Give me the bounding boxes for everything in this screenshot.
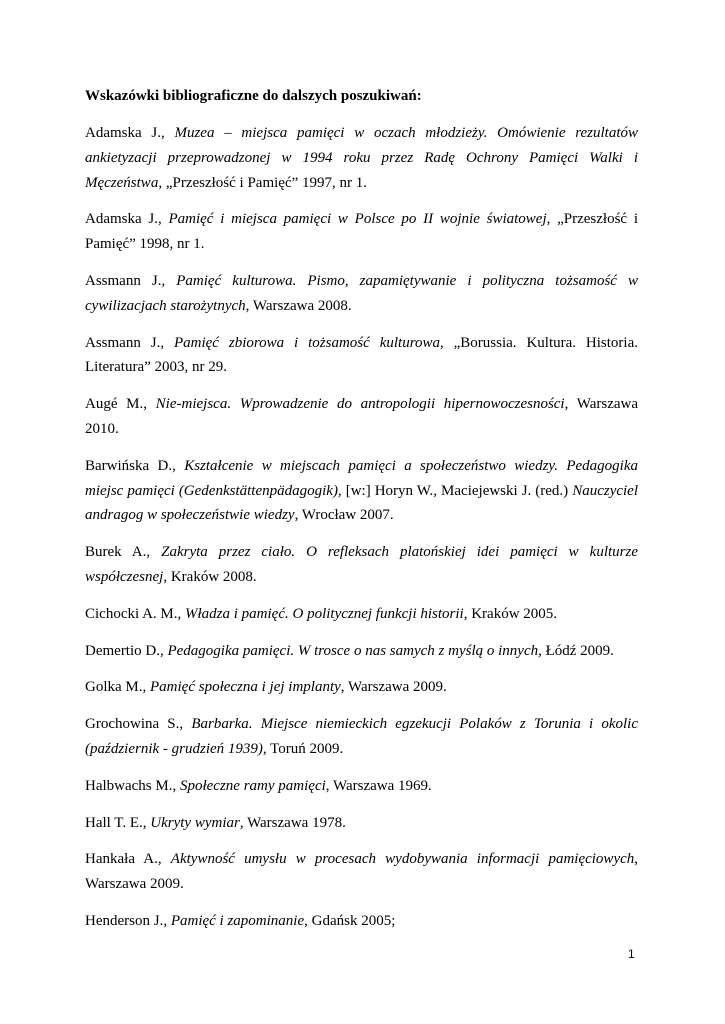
entry-title: Pamięć kulturowa. Pismo, zapamiętywanie i polityczna tożsamość w cywilizacjach starożytnych: [85, 272, 638, 314]
entry-text: , „Przeszłość i Pamięć” 1997, nr 1.: [158, 174, 368, 191]
bibliography-entry: [85, 602, 638, 627]
entry-text: Warszawa 2010.: [85, 396, 639, 437]
bibliography-entry: [85, 847, 638, 897]
entry-text: Hankała A.,: [85, 851, 171, 868]
entry-title: Nauczyciel andragog w społeczeństwie wiedzy: [85, 482, 638, 524]
entry-text: Halbwachs M.,: [85, 777, 180, 794]
bibliography-entry: [85, 639, 638, 664]
entry-text: , Warszawa 2008.: [245, 297, 352, 314]
bibliography-entry: [85, 454, 638, 528]
entry-title: Społeczne ramy pamięci: [179, 777, 326, 794]
bibliography-entry: [85, 675, 638, 700]
bibliography-entry: [85, 392, 638, 442]
bibliography-entry: [85, 712, 638, 762]
entry-text: Golka M.,: [85, 679, 150, 696]
entry-title: Barbarka. Miejsce niemieckich egzekucji Polaków z Torunia i okolic (październik - grudzień 1939): [85, 716, 638, 757]
entry-title: Pamięć i miejsca pamięci w Polsce po II wojnie światowej: [168, 211, 547, 228]
entry-text: , Łódź 2009.: [538, 642, 614, 659]
entry-text: [w:] Horyn W., Maciejewski J. (red.): [341, 482, 573, 499]
bibliography-entry: [85, 909, 638, 934]
bibliography-heading: Wskazówki bibliograficzne do dalszych poszukiwań:: [85, 88, 422, 104]
entry-text: Adamska J.,: [85, 211, 169, 228]
entry-title: Władza i pamięć. O politycznej funkcji historii: [185, 605, 464, 622]
bibliography-entry: [85, 269, 638, 319]
entry-title: Muzea – miejsca pamięci w oczach młodzieży. Omówienie rezultatów ankietyzacji przeprowadzonej w 1994 roku przez Radę Ochrony Pamięci Walki i Męczeństwa: [85, 125, 638, 191]
entry-text: , Warszawa 2009.: [340, 679, 447, 696]
entry-text: , Kraków 2005.: [463, 605, 558, 622]
entry-title: Pamięć zbiorowa i tożsamość kulturowa: [173, 334, 440, 351]
entry-title: Nie-miejsca. Wprowadzenie do antropologii hipernowoczesności,: [155, 396, 569, 413]
entry-text: Henderson J.,: [85, 912, 171, 929]
entry-text: Augé M.,: [85, 396, 156, 413]
bibliography-list: [85, 121, 638, 934]
entry-text: Assmann J.,: [85, 334, 174, 351]
entry-title: Ukryty wymiar: [150, 814, 240, 831]
entry-text: , Toruń 2009.: [262, 740, 344, 757]
bibliography-entry: [85, 207, 638, 257]
document-page: [85, 84, 638, 946]
entry-text: Adamska J.,: [85, 125, 175, 141]
entry-text: , „Borussia. Kultura. Historia. Literatura” 2003, nr 29.: [85, 334, 638, 376]
entry-text: , Wrocław 2007.: [294, 507, 394, 524]
entry-text: , „Przeszłość i Pamięć” 1998, nr 1.: [85, 211, 638, 253]
entry-text: , Warszawa 1969.: [325, 777, 432, 794]
bibliography-entry: [85, 121, 638, 195]
entry-text: Grochowina S.,: [85, 716, 192, 733]
bibliography-entry: [85, 811, 638, 836]
entry-text: Demertio D.,: [85, 642, 168, 659]
entry-text: Assmann J.,: [85, 272, 177, 289]
entry-text: Burek A.,: [85, 544, 162, 561]
page-number: 1: [628, 947, 635, 961]
entry-title: Zakryta przez ciało. O refleksach platońskiej idei pamięci w kulturze współczesnej: [85, 544, 638, 585]
entry-text: , Warszawa 1978.: [239, 814, 346, 831]
bibliography-entry: [85, 774, 638, 799]
entry-title: Pamięć społeczna i jej implanty: [150, 679, 341, 696]
entry-title: Aktywność umysłu w procesach wydobywania informacji pamięciowych: [170, 851, 635, 868]
entry-text: Cichocki A. M.,: [85, 605, 185, 622]
entry-text: Hall T. E.,: [85, 814, 151, 831]
entry-text: , Warszawa 2009.: [85, 851, 639, 893]
bibliography-entry: [85, 540, 638, 590]
entry-text: Barwińska D.,: [85, 457, 185, 474]
entry-title: Pamięć i zapominanie: [170, 912, 305, 929]
entry-text: , Gdańsk 2005;: [304, 912, 396, 929]
entry-text: , Kraków 2008.: [163, 568, 257, 585]
bibliography-entry: [85, 331, 638, 381]
entry-title: Kształcenie w miejscach pamięci a społeczeństwo wiedzy. Pedagogika miejsc pamięci (Gedenkstättenpädagogik),: [85, 457, 638, 499]
entry-title: Pedagogika pamięci. W trosce o nas samych z myślą o innych: [167, 642, 539, 659]
